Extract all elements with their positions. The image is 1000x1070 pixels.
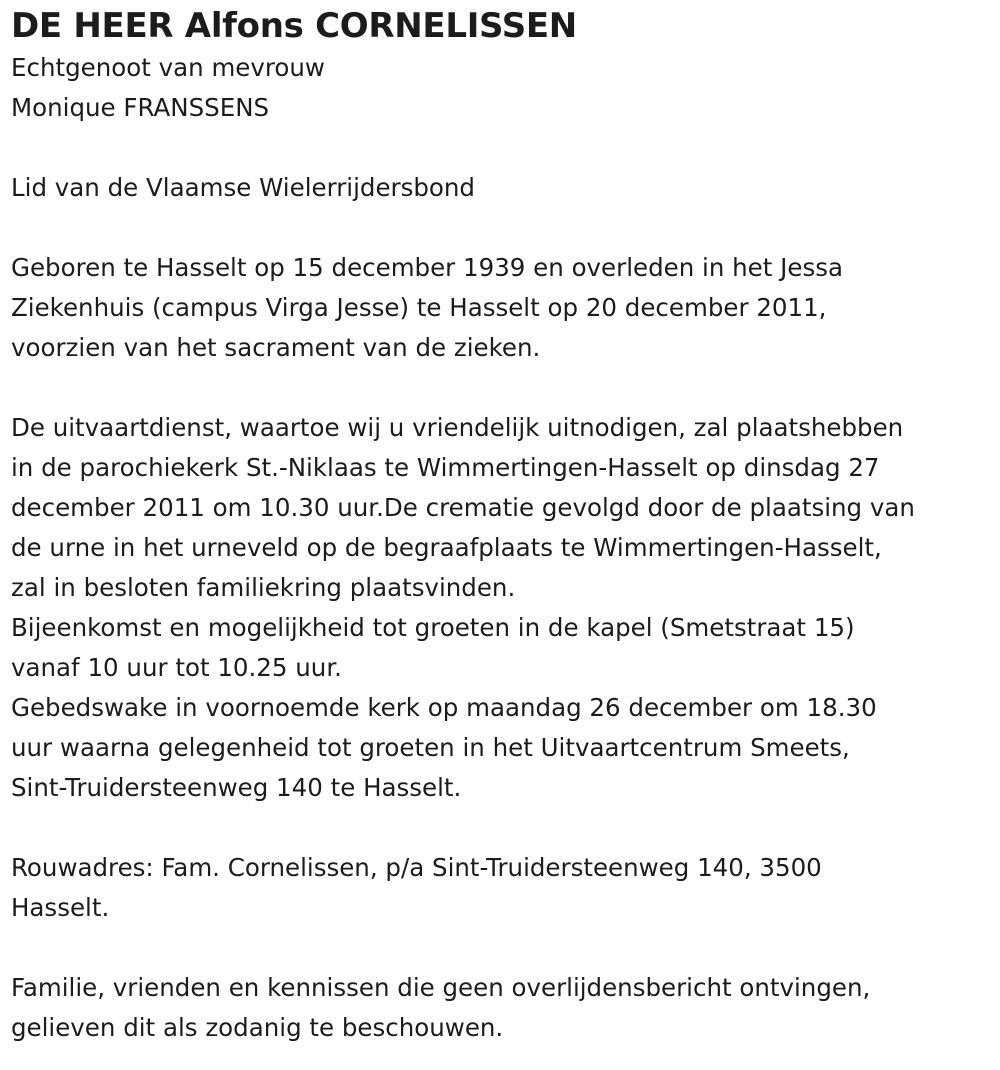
funeral-line: uur waarna gelegenheid tot groeten in het Uitvaartcentrum Smeets, — [11, 733, 850, 762]
funeral-line: Gebedswake in voornoemde kerk op maandag 26 december om 18.30 — [11, 693, 877, 722]
funeral-line: in de parochiekerk St.-Niklaas te Wimmertingen-Hasselt op dinsdag 27 — [11, 453, 880, 482]
funeral-line: december 2011 om 10.30 uur.De crematie gevolgd door de plaatsing van — [11, 493, 915, 522]
closing-paragraph — [11, 968, 1000, 1048]
birth-death-paragraph — [11, 248, 1000, 368]
deceased-name-title: DE HEER Alfons CORNELISSEN — [11, 6, 577, 46]
spouse-paragraph — [11, 48, 1000, 128]
funeral-line: Sint-Truidersteenweg 140 te Hasselt. — [11, 773, 462, 802]
funeral-line: Bijeenkomst en mogelijkheid tot groeten in de kapel (Smetstraat 15) — [11, 613, 855, 642]
address-paragraph — [11, 848, 1000, 928]
funeral-paragraph — [11, 408, 1000, 808]
funeral-line: De uitvaartdienst, waartoe wij u vriendelijk uitnodigen, zal plaatshebben — [11, 413, 904, 442]
address-line: Rouwadres: Fam. Cornelissen, p/a Sint-Truidersteenweg 140, 3500 — [11, 853, 822, 882]
birth-death-line: Geboren te Hasselt op 15 december 1939 en overleden in het Jessa — [11, 253, 843, 282]
funeral-line: de urne in het urneveld op de begraafplaats te Wimmertingen-Hasselt, — [11, 533, 882, 562]
closing-line: Familie, vrienden en kennissen die geen overlijdensbericht ontvingen, — [11, 973, 871, 1002]
spouse-line: Echtgenoot van mevrouw — [11, 53, 325, 82]
birth-death-line: Ziekenhuis (campus Virga Jesse) te Hasselt op 20 december 2011, — [11, 293, 827, 322]
membership-line: Lid van de Vlaamse Wielerrijdersbond — [11, 173, 475, 202]
spouse-name-line: Monique FRANSSENS — [11, 93, 270, 122]
address-line: Hasselt. — [11, 893, 110, 922]
birth-death-line: voorzien van het sacrament van de zieken. — [11, 333, 541, 362]
funeral-line: vanaf 10 uur tot 10.25 uur. — [11, 653, 342, 682]
funeral-line: zal in besloten familiekring plaatsvinden. — [11, 573, 516, 602]
closing-line: gelieven dit als zodanig te beschouwen. — [11, 1013, 504, 1042]
membership-paragraph — [11, 168, 1000, 208]
